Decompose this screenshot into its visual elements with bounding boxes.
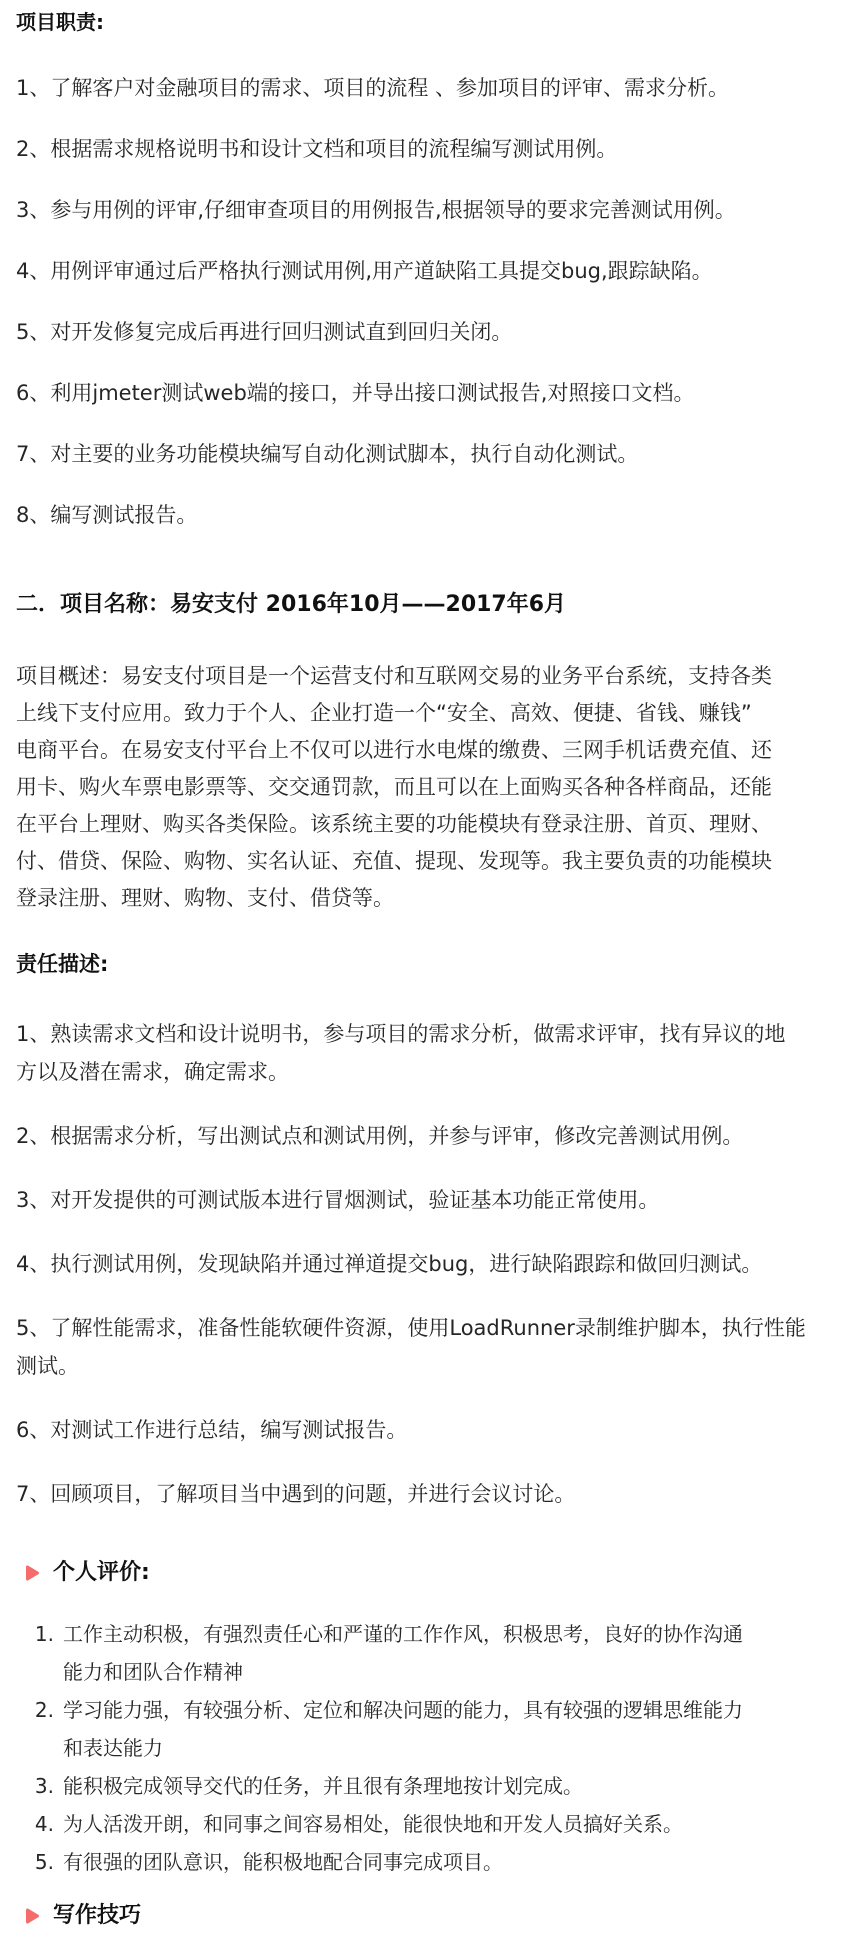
- evaluation-item-number: 3.: [34, 1774, 54, 1798]
- responsibility-item-4: [16, 1245, 842, 1283]
- evaluation-item-number: 5.: [34, 1850, 54, 1874]
- responsibility-line: 2、根据需求分析，写出测试点和测试用例，并参与评审，修改完善测试用例。: [16, 1124, 744, 1148]
- evaluation-item-text: [63, 1615, 743, 1691]
- responsibility-line: 4、执行测试用例，发现缺陷并通过禅道提交bug，进行缺陷跟踪和做回归测试。: [16, 1252, 763, 1276]
- evaluation-item-number: 4.: [34, 1812, 54, 1836]
- evaluation-line: 为人活泼开朗，和同事之间容易相处，能很快地和开发人员搞好关系。: [63, 1812, 683, 1836]
- duty-item-3: 3、参与用例的评审,仔细审查项目的用例报告,根据领导的要求完善测试用例。: [16, 198, 736, 222]
- section-heading-personal-evaluation: [16, 1558, 842, 1588]
- section-heading-responsibilities: 责任描述:: [16, 952, 109, 976]
- responsibility-item-3: [16, 1181, 842, 1219]
- duty-item-4: 4、用例评审通过后严格执行测试用例,用产道缺陷工具提交bug,跟踪缺陷。: [16, 259, 713, 283]
- evaluation-line: 和表达能力: [63, 1736, 163, 1760]
- evaluation-item-number: 1.: [34, 1622, 54, 1646]
- section-heading-project-duties: 项目职责:: [16, 10, 104, 34]
- duty-item-1: 1、了解客户对金融项目的需求、项目的流程 、参加项目的评审、需求分析。: [16, 76, 730, 100]
- evaluation-line: 学习能力强，有较强分析、定位和解决问题的能力，具有较强的逻辑思维能力: [63, 1698, 743, 1722]
- duty-item-6: 6、利用jmeter测试web端的接口，并导出接口测试报告,对照接口文档。: [16, 381, 695, 405]
- overview-line: 在平台上理财、购买各类保险。该系统主要的功能模块有登录注册、首页、理财、: [16, 812, 772, 836]
- evaluation-item-2: [16, 1691, 842, 1767]
- section-heading-project-name: 二．项目名称：易安支付 2016年10月——2017年6月: [16, 592, 567, 617]
- responsibility-item-2: [16, 1117, 842, 1155]
- responsibility-line: 测试。: [16, 1354, 79, 1378]
- responsibility-line: 1、熟读需求文档和设计说明书，参与项目的需求分析，做需求评审，找有异议的地: [16, 1022, 786, 1046]
- overview-line: 登录注册、理财、购物、支付、借贷等。: [16, 886, 394, 910]
- evaluation-item-3: [16, 1767, 842, 1805]
- duty-item-5: 5、对开发修复完成后再进行回归测试直到回归关闭。: [16, 320, 513, 344]
- evaluation-item-5: [16, 1843, 842, 1881]
- evaluation-item-4: [16, 1805, 842, 1843]
- evaluation-line: 能积极完成领导交代的任务，并且很有条理地按计划完成。: [63, 1774, 583, 1798]
- duty-item-7: 7、对主要的业务功能模块编写自动化测试脚本，执行自动化测试。: [16, 442, 639, 466]
- evaluation-item-text: [63, 1805, 683, 1843]
- evaluation-item-text: [63, 1767, 583, 1805]
- personal-evaluation-label: 个人评价:: [53, 1560, 150, 1585]
- evaluation-item-1: [16, 1615, 842, 1691]
- overview-line: 电商平台。在易安支付平台上不仅可以进行水电煤的缴费、三网手机话费充值、还: [16, 738, 772, 762]
- responsibility-line: 7、回顾项目，了解项目当中遇到的问题，并进行会议讨论。: [16, 1482, 576, 1506]
- triangle-bullet-icon: [25, 1907, 40, 1925]
- overview-line: 上线下支付应用。致力于个人、企业打造一个“安全、高效、便捷、省钱、赚钱”: [16, 701, 752, 725]
- responsibility-item-1: [16, 1015, 842, 1091]
- responsibility-line: 5、了解性能需求，准备性能软硬件资源，使用LoadRunner录制维护脚本，执行性能: [16, 1316, 806, 1340]
- responsibility-line: 3、对开发提供的可测试版本进行冒烟测试，验证基本功能正常使用。: [16, 1188, 660, 1212]
- evaluation-item-number: 2.: [34, 1698, 54, 1722]
- overview-line: 项目概述：易安支付项目是一个运营支付和互联网交易的业务平台系统，支持各类: [16, 664, 772, 688]
- responsibility-line: 6、对测试工作进行总结，编写测试报告。: [16, 1418, 408, 1442]
- overview-line: 付、借贷、保险、购物、实名认证、充值、提现、发现等。我主要负责的功能模块: [16, 849, 772, 873]
- evaluation-item-text: [63, 1843, 503, 1881]
- overview-line: 用卡、购火车票电影票等、交交通罚款，而且可以在上面购买各种各样商品，还能: [16, 775, 772, 799]
- evaluation-line: 有很强的团队意识，能积极地配合同事完成项目。: [63, 1850, 503, 1874]
- evaluation-line: 能力和团队合作精神: [63, 1660, 243, 1684]
- evaluation-item-text: [63, 1691, 743, 1767]
- responsibility-line: 方以及潜在需求，确定需求。: [16, 1060, 289, 1084]
- responsibility-item-7: [16, 1475, 842, 1513]
- evaluation-line: 工作主动积极，有强烈责任心和严谨的工作作风，积极思考，良好的协作沟通: [63, 1622, 743, 1646]
- responsibility-item-6: [16, 1411, 842, 1449]
- duty-item-2: 2、根据需求规格说明书和设计文档和项目的流程编写测试用例。: [16, 137, 618, 161]
- triangle-bullet-icon: [25, 1564, 40, 1582]
- writing-tips-label: 写作技巧: [53, 1903, 142, 1928]
- section-heading-writing-tips: [16, 1901, 842, 1931]
- duty-item-8: 8、编写测试报告。: [16, 503, 198, 527]
- responsibility-item-5: [16, 1309, 842, 1385]
